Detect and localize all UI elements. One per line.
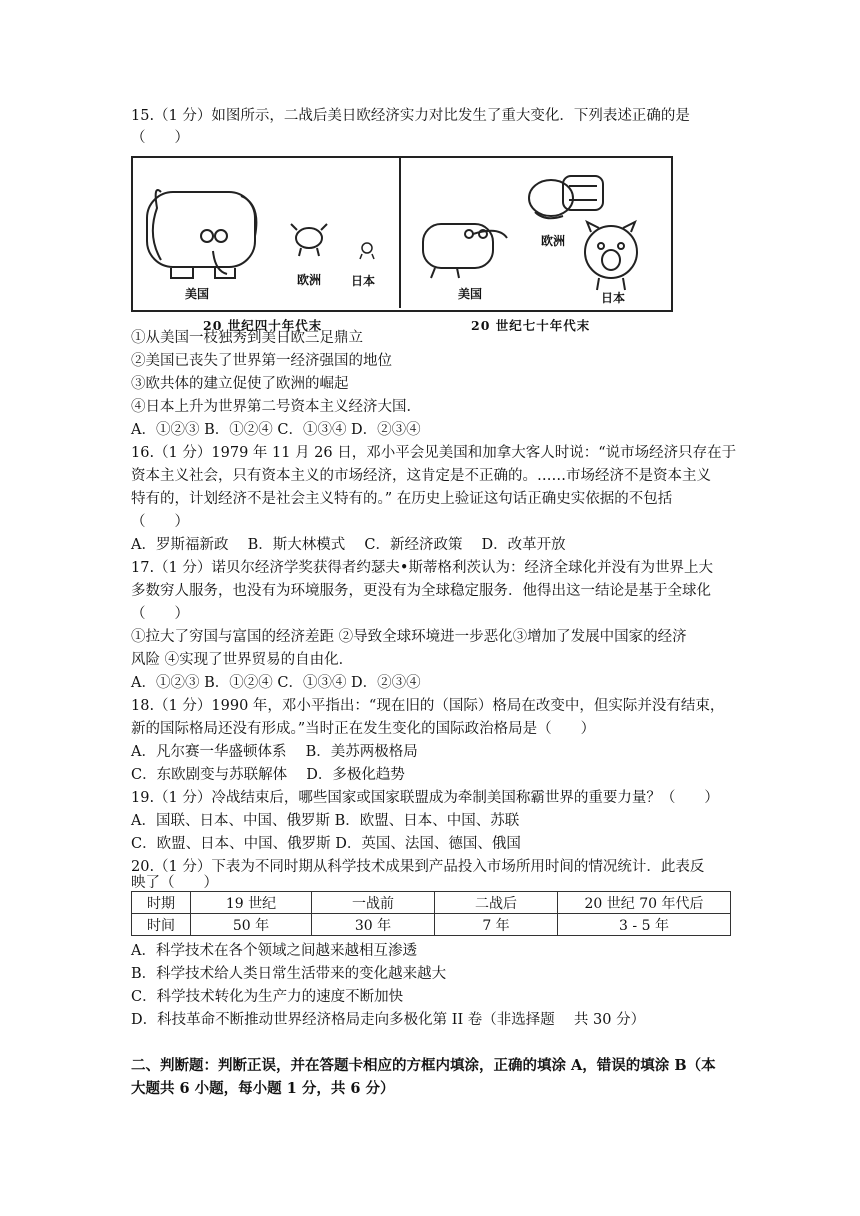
table-cell: 时间: [132, 914, 191, 936]
q20-data-table: [131, 891, 731, 936]
section2-heading-line-2: 大题共 6 小题，每小题 1 分，共 6 分）: [131, 1080, 395, 1097]
q17-answer-paren: （ ）: [131, 606, 189, 622]
q15-statement-3: ③欧共体的建立促使了欧洲的崛起: [131, 376, 349, 392]
q15-statement-4: ④日本上升为世界第二号资本主义经济大国．: [131, 399, 421, 415]
japan-tiger-icon: [585, 222, 637, 290]
q20-option-b: B．科学技术给人类日常生活带来的变化越来越大: [131, 966, 447, 982]
q17-stem-line-2: 多数穷人服务，也没有为环境服务，更没有为全球稳定服务．他得出这一结论是基于全球化: [131, 583, 711, 599]
q18-options-line-2: C．东欧剧变与苏联解体 D．多极化趋势: [131, 767, 405, 783]
caption-right: 20 世纪七十年代末: [471, 318, 591, 333]
label-usa-right: 美国: [458, 287, 483, 301]
q16-stem-line-1: 16.（1 分）1979 年 11 月 26 日，邓小平会见美国和加拿大客人时说：“说市场经济只存在于: [131, 445, 737, 461]
table-cell: 3 - 5 年: [558, 914, 731, 936]
europe-small-animal-icon: [291, 224, 327, 256]
q16-stem-line-2: 资本主义社会，只有资本主义的市场经济，这肯定是不正确的。……市场经济不是资本主义: [131, 468, 711, 484]
q17-statements-line-2: 风险 ④实现了世界贸易的自由化．: [131, 652, 354, 668]
q15-statement-2: ②美国已丧失了世界第一经济强国的地位: [131, 353, 392, 369]
q16-options: A．罗斯福新政 B．斯大林模式 C．新经济政策 D．改革开放: [131, 537, 566, 553]
q20-stem-line-1: 20.（1 分）下表为不同时期从科学技术成果到产品投入市场所用时间的情况统计．此表反: [131, 859, 705, 875]
q18-stem-line-1: 18.（1 分）1990 年，邓小平指出：“现在旧的（国际）格局在改变中，但实际并没有结束，: [131, 698, 725, 714]
q19-options-line-2: C．欧盟、日本、中国、俄罗斯 D．英国、法国、德国、俄国: [131, 836, 521, 852]
q17-statements-line-1: ①拉大了穷国与富国的经济差距 ②导致全球环境进一步恶化③增加了发展中国家的经济: [131, 629, 687, 645]
europe-creature-icon: [529, 176, 603, 218]
table-cell: 时期: [132, 892, 191, 914]
usa-elephant-small-icon: [423, 224, 507, 278]
q20-stem-line-2: 映了（ ）: [131, 875, 218, 891]
q20-option-d: D．科技革命不断推动世界经济格局走向多极化第 II 卷（非选择题 共 30 分）: [131, 1012, 646, 1028]
q15-cartoon-figure: [131, 156, 671, 331]
q19-stem: 19.（1 分）冷战结束后，哪些国家或国家联盟成为牵制美国称霸世界的重要力量？（ ）: [131, 790, 719, 806]
q15-options: A．①②③ B．①②④ C．①③④ D．②③④: [131, 422, 421, 438]
table-cell: 19 世纪: [191, 892, 312, 914]
table-row: [132, 892, 731, 914]
usa-elephant-large-icon: [147, 190, 256, 278]
q17-options: A．①②③ B．①②④ C．①③④ D．②③④: [131, 675, 421, 691]
q15-stem: 15.（1 分）如图所示，二战后美日欧经济实力对比发生了重大变化．下列表述正确的是: [131, 108, 690, 124]
q18-options-line-1: A．凡尔赛一华盛顿体系 B．美苏两极格局: [131, 744, 418, 760]
table-cell: 二战后: [435, 892, 558, 914]
q17-stem-line-1: 17.（1 分）诺贝尔经济学奖获得者约瑟夫•斯蒂格利茨认为：经济全球化并没有为世界上大: [131, 560, 713, 576]
label-europe-left: 欧洲: [297, 273, 322, 287]
q20-option-c: C．科学技术转化为生产力的速度不断加快: [131, 989, 404, 1005]
table-row: [132, 914, 731, 936]
label-japan-left: 日本: [351, 274, 376, 288]
label-europe-right: 欧洲: [541, 234, 566, 248]
q19-options-line-1: A．国联、日本、中国、俄罗斯 B．欧盟、日本、中国、苏联: [131, 813, 520, 829]
table-cell: 一战前: [312, 892, 435, 914]
table-cell: 7 年: [435, 914, 558, 936]
caption-left: 20 世纪四十年代末: [203, 318, 323, 333]
q20-option-a: A．科学技术在各个领域之间越来越相互渗透: [131, 943, 417, 959]
table-cell: 30 年: [312, 914, 435, 936]
japan-tiny-frog-icon: [360, 243, 374, 259]
table-cell: 20 世纪 70 年代后: [558, 892, 731, 914]
table-cell: 50 年: [191, 914, 312, 936]
q18-stem-line-2: 新的国际格局还没有形成。”当时正在发生变化的国际政治格局是（ ）: [131, 721, 596, 737]
q16-answer-paren: （ ）: [131, 514, 189, 530]
q15-answer-paren: （ ）: [131, 130, 189, 146]
label-japan-right: 日本: [601, 291, 626, 305]
q15-statement-1: ①从美国一枝独秀到美日欧三足鼎立: [131, 330, 363, 346]
label-usa-left: 美国: [185, 287, 210, 301]
q16-stem-line-3: 特有的，计划经济不是社会主义特有的。” 在历史上验证这句话正确史实依据的不包括: [131, 491, 673, 507]
section2-heading-line-1: 二、判断题：判断正误，并在答题卡相应的方框内填涂，正确的填涂 A，错误的填涂 B（本: [131, 1057, 716, 1074]
cartoon-drawings: [131, 156, 671, 312]
